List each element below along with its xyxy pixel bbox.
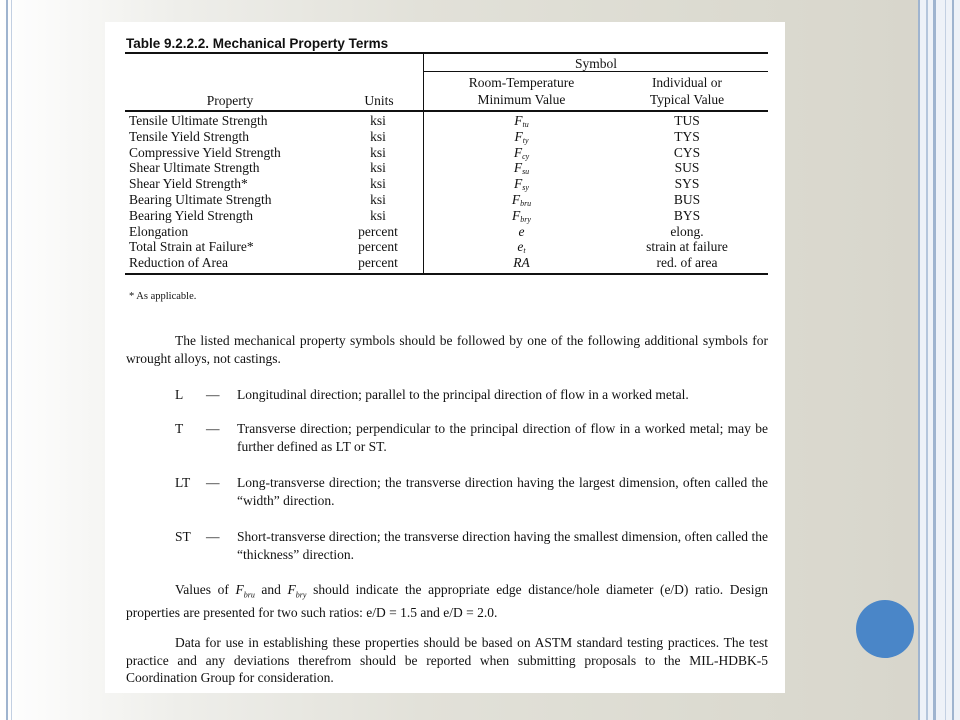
header-room-temp-line1: Room-Temperature xyxy=(468,75,575,90)
slide-frame-right-line xyxy=(945,0,946,720)
cell-property: Elongation xyxy=(129,223,189,239)
cell-property: Tensile Ultimate Strength xyxy=(129,113,268,128)
table-row xyxy=(105,224,785,240)
slide-frame-right-line xyxy=(933,0,936,720)
cell-units: percent xyxy=(358,223,398,239)
direction-code: LT xyxy=(175,475,191,490)
symbol-subscript: tu xyxy=(522,120,529,129)
cell-units: ksi xyxy=(370,176,386,192)
cell-property: Reduction of Area xyxy=(129,255,228,271)
cell-property: Shear Ultimate Strength xyxy=(129,160,260,176)
cell-property: Bearing Yield Strength xyxy=(129,207,253,223)
direction-text: Long-transverse direction; the transverse direction having the largest dimension, often called the “width” direction. xyxy=(237,475,768,508)
table-footnote: * As applicable. xyxy=(129,291,197,302)
symbol-base: F xyxy=(235,582,244,597)
direction-dash: — xyxy=(206,387,220,402)
cell-individual: BYS xyxy=(673,207,701,223)
values-text-1: Values of xyxy=(175,582,236,597)
slide-frame-left-outer xyxy=(6,0,8,720)
cell-individual: SUS xyxy=(674,160,700,176)
symbol-subscript: bry xyxy=(295,590,307,600)
symbol-base: F xyxy=(512,207,521,223)
cell-units: ksi xyxy=(370,113,386,128)
direction-item-lt xyxy=(126,474,768,510)
header-property: Property xyxy=(206,93,254,108)
cell-units: ksi xyxy=(370,207,386,223)
table-top-rule xyxy=(125,52,768,54)
symbol-base: F xyxy=(514,113,523,128)
cell-units: percent xyxy=(358,239,398,255)
values-text-3: should indicate the appropriate edge distance/hole diameter (e/D) ratio. Design properties are presented for two such ratios: e/D = 1.5 and e/D = 2.0. xyxy=(126,582,768,621)
direction-item-t xyxy=(126,420,768,456)
slide-frame-right-line xyxy=(926,0,928,720)
cell-property: Compressive Yield Strength xyxy=(129,144,281,160)
direction-dash: — xyxy=(206,421,220,436)
accent-circle xyxy=(856,600,914,658)
direction-code: L xyxy=(175,387,184,402)
direction-item-l xyxy=(126,386,768,404)
direction-code: T xyxy=(175,421,184,436)
symbol-subscript: sy xyxy=(522,183,529,193)
cell-property: Tensile Yield Strength xyxy=(129,128,250,144)
cell-individual: CYS xyxy=(673,144,701,160)
symbol-subscript: bru xyxy=(520,198,532,208)
direction-text: Short-transverse direction; the transverse direction having the smallest dimension, often called the “thickness” direction. xyxy=(237,529,768,562)
cell-units: ksi xyxy=(370,144,386,160)
symbol-base: F xyxy=(513,144,523,160)
table-title: Table 9.2.2.2. Mechanical Property Terms xyxy=(126,36,389,51)
symbol-subscript: cy xyxy=(522,151,530,161)
fbru-symbol xyxy=(235,582,255,600)
cell-units: percent xyxy=(358,255,398,271)
document-image xyxy=(105,22,785,693)
symbol-subscript: bry xyxy=(520,214,531,224)
fbry-symbol xyxy=(287,582,307,600)
symbol-base: F xyxy=(514,128,523,144)
symbol-base: e xyxy=(518,223,525,239)
cell-property: Bearing Ultimate Strength xyxy=(129,191,272,207)
table-row xyxy=(105,160,785,176)
cell-individual: TYS xyxy=(674,128,700,144)
slide-frame-right-line xyxy=(952,0,954,720)
symbol-subscript: ty xyxy=(522,135,529,145)
cell-property: Shear Yield Strength* xyxy=(129,176,248,192)
header-symbol-group: Symbol xyxy=(574,56,617,71)
cell-units: ksi xyxy=(370,160,386,176)
cell-individual: elong. xyxy=(670,223,704,239)
symbol-base: F xyxy=(513,160,523,176)
table-row xyxy=(105,129,785,145)
symbol-subscript: t xyxy=(523,246,526,256)
direction-code: ST xyxy=(175,529,191,544)
cell-individual: TUS xyxy=(674,113,700,128)
table-bottom-rule xyxy=(125,273,768,275)
symbol-base: F xyxy=(287,582,296,597)
direction-dash: — xyxy=(206,475,220,490)
intro-paragraph: The listed mechanical property symbols should be followed by one of the following additional symbols for wrought alloys, not castings. xyxy=(126,333,768,366)
header-individual-line2: Typical Value xyxy=(649,92,725,107)
cell-units: ksi xyxy=(370,128,386,144)
values-text-2: and xyxy=(254,582,288,597)
symbol-subscript: su xyxy=(522,167,530,177)
table-row xyxy=(105,239,785,255)
astm-paragraph: Data for use in establishing these properties should be based on ASTM standard testing practices. The test practice and any deviations therefrom should be reported when submitting proposals to the MIL-HDBK-5 Coordination Group for consideration. xyxy=(126,635,768,685)
table-row xyxy=(105,192,785,208)
cell-property: Total Strain at Failure* xyxy=(129,239,254,255)
slide-frame-right-line xyxy=(918,0,920,720)
symbol-base: F xyxy=(514,176,523,192)
cell-individual: BUS xyxy=(673,191,701,207)
cell-individual: SYS xyxy=(674,176,700,192)
header-units: Units xyxy=(364,93,394,108)
direction-dash: — xyxy=(206,529,220,544)
table-row xyxy=(105,208,785,224)
cell-individual: strain at failure xyxy=(646,239,728,255)
cell-individual: red. of area xyxy=(656,255,718,271)
header-individual-line1: Individual or xyxy=(651,75,723,90)
header-individual xyxy=(587,74,787,108)
table-body xyxy=(105,113,785,271)
table-header-rule xyxy=(125,110,768,112)
symbol-base: F xyxy=(511,191,521,207)
cell-units: ksi xyxy=(370,191,386,207)
table-row xyxy=(105,176,785,192)
table-row xyxy=(105,113,785,129)
table-row xyxy=(105,145,785,161)
table-row xyxy=(105,255,785,271)
direction-text: Transverse direction; perpendicular to the principal direction of flow in a worked metal; may be further defined as LT or ST. xyxy=(237,421,768,454)
direction-item-st xyxy=(126,528,768,564)
edge-distance-paragraph xyxy=(126,581,768,622)
symbol-subscript: bru xyxy=(243,590,255,600)
header-room-temp-line2: Minimum Value xyxy=(477,92,566,107)
slide-frame-left-inner xyxy=(11,0,12,720)
symbol-base: RA xyxy=(513,255,530,271)
direction-text: Longitudinal direction; parallel to the principal direction of flow in a worked metal. xyxy=(237,387,689,402)
symbol-base: e xyxy=(517,239,524,255)
